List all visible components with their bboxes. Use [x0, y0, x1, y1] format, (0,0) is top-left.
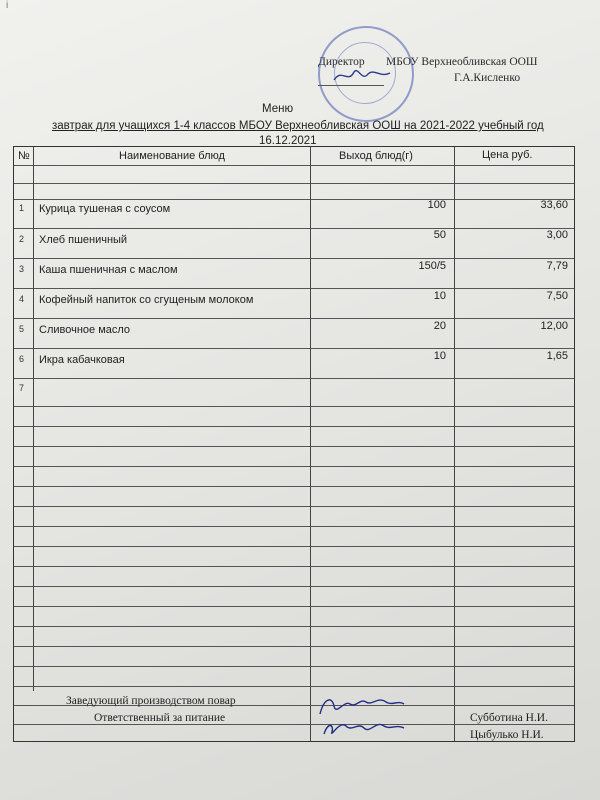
table-row: [14, 587, 574, 607]
responsible-label: Ответственный за питание: [94, 712, 226, 724]
menu-table: [13, 146, 575, 742]
row-number: 4: [19, 294, 25, 304]
table-row: [14, 527, 574, 547]
menu-subtitle: завтрак для учащихся 1-4 классов МБОУ Верхнеобливская ООШ на 2021-2022 учебный год: [52, 120, 544, 132]
edge-mark: і: [6, 0, 9, 11]
dish-name: Хлеб пшеничный: [39, 234, 128, 246]
header-num: №: [18, 150, 30, 162]
header-price: Цена руб.: [482, 149, 533, 161]
table-row: [14, 427, 574, 447]
dish-name: Икра кабачковая: [39, 354, 125, 366]
row-number: 2: [19, 234, 25, 244]
table-row: [14, 467, 574, 487]
director-label: Директор: [318, 56, 365, 68]
dish-price: 33,60: [540, 199, 568, 211]
dish-yield: 20: [433, 320, 446, 332]
table-row: [14, 166, 574, 184]
row-number: 1: [19, 203, 25, 213]
dish-yield: 150/5: [418, 260, 446, 272]
table-row: [14, 607, 574, 627]
row-number: 6: [19, 354, 25, 364]
table-row: [14, 379, 574, 407]
column-divider: [310, 147, 311, 741]
dish-yield: 10: [433, 290, 446, 302]
dish-name: Кофейный напиток со сгущеным молоком: [39, 294, 254, 306]
dish-price: 12,00: [540, 320, 568, 332]
dish-name: Сливочное масло: [39, 324, 131, 336]
dish-yield: 10: [433, 350, 446, 362]
dish-yield: 100: [427, 199, 446, 211]
column-divider: [454, 147, 455, 741]
table-row: [14, 627, 574, 647]
menu-title: Меню: [262, 103, 294, 115]
table-row: [14, 647, 574, 667]
table-row: [14, 567, 574, 587]
chef-name: Субботина Н.И.: [470, 712, 548, 724]
table-row: [14, 447, 574, 467]
table-row: [14, 184, 574, 200]
header-name: Наименование блюд: [119, 150, 225, 162]
dish-price: 3,00: [546, 229, 568, 241]
table-row: [14, 547, 574, 567]
director-name: Г.А.Кисленко: [454, 72, 521, 84]
table-row: [14, 667, 574, 687]
table-row: [14, 407, 574, 427]
dish-price: 7,50: [546, 290, 568, 302]
menu-date: 16.12.2021: [259, 135, 317, 147]
table-row: [14, 507, 574, 527]
dish-yield: 50: [433, 229, 446, 241]
column-divider: [33, 147, 34, 691]
dish-price: 1,65: [546, 350, 568, 362]
row-number: 3: [19, 264, 25, 274]
row-number: 5: [19, 324, 25, 334]
chef-label: Заведующий производством повар: [66, 695, 236, 707]
responsible-name: Цыбулько Н.И.: [470, 729, 544, 741]
header-yield: Выход блюд(г): [339, 150, 413, 162]
table-row: [14, 487, 574, 507]
row-number: 7: [19, 383, 25, 393]
dish-name: Курица тушеная с соусом: [39, 203, 171, 215]
dish-name: Каша пшеничная с маслом: [39, 264, 178, 276]
school-name: МБОУ Верхнеобливская ООШ: [386, 56, 538, 68]
dish-price: 7,79: [546, 260, 568, 272]
